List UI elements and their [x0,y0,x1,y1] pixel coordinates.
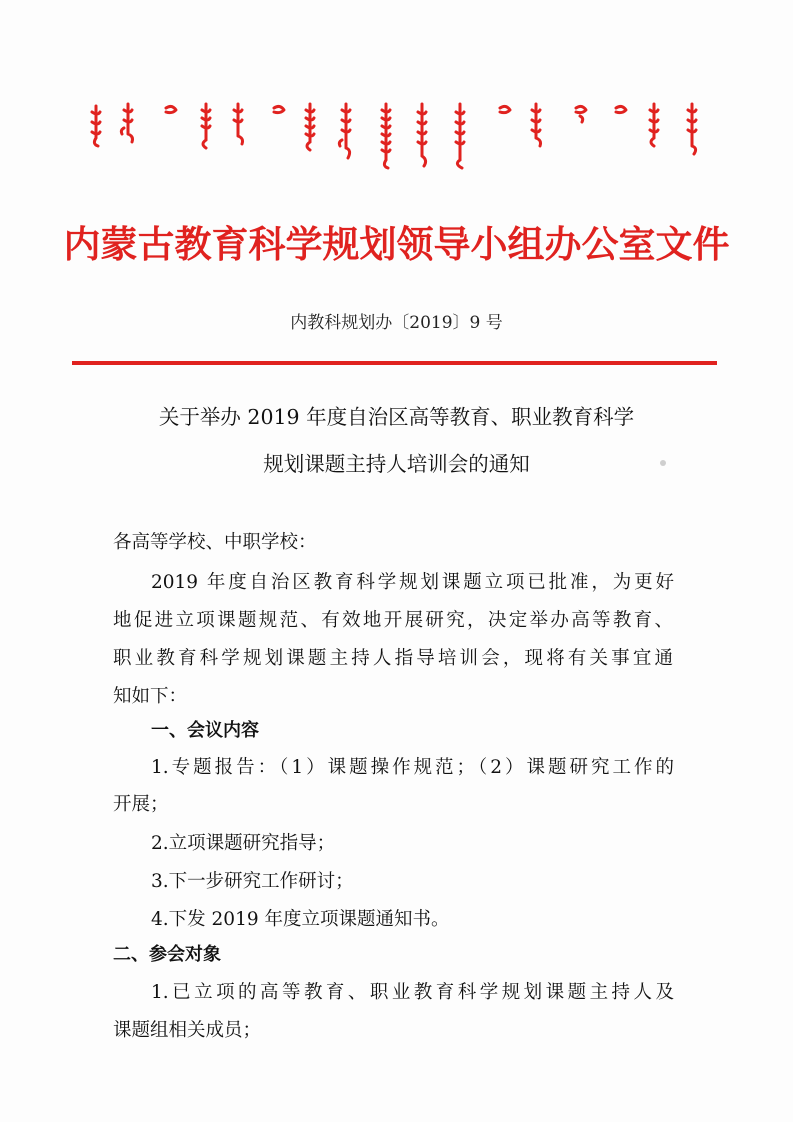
list-item-continuation: 开展； [113,794,169,815]
list-item: 2.立项课题研究指导； [151,833,336,854]
document-number: 内教科规划办〔2019〕9 号 [290,313,503,333]
list-item: 1.已立项的高等教育、职业教育科学规划课题主持人及 [151,982,674,1003]
section-heading-meeting-content: 一、会议内容 [151,720,259,741]
list-item-continuation: 课题组相关成员； [113,1020,262,1041]
paragraph-line: 知如下： [113,686,188,707]
list-item: 3.下一步研究工作研讨； [151,871,354,892]
red-divider-line [72,361,717,365]
notice-title-line-1: 关于举办 2019 年度自治区高等教育、职业教育科学 [158,405,635,429]
document-title: 内蒙古教育科学规划领导小组办公室文件 [63,222,730,266]
list-item: 1.专题报告：（1）课题操作规范；（2）课题研究工作的 [151,757,674,778]
notice-title-line-2: 规划课题主持人培训会的通知 [263,452,530,476]
section-heading-attendees: 二、参会对象 [113,944,221,965]
paragraph-line: 地促进立项课题规范、有效地开展研究，决定举办高等教育、 [113,610,673,631]
list-item: 4.下发 2019 年度立项课题通知书。 [151,909,450,930]
mongolian-script-image [88,98,708,176]
paragraph-line: 职业教育科学规划课题主持人指导培训会，现将有关事宜通 [113,648,673,669]
paragraph-line: 2019 年度自治区教育科学规划课题立项已批准，为更好 [151,572,674,593]
scan-speck [660,460,666,466]
salutation: 各高等学校、中职学校： [113,532,317,553]
mongolian-script-header [88,98,708,176]
